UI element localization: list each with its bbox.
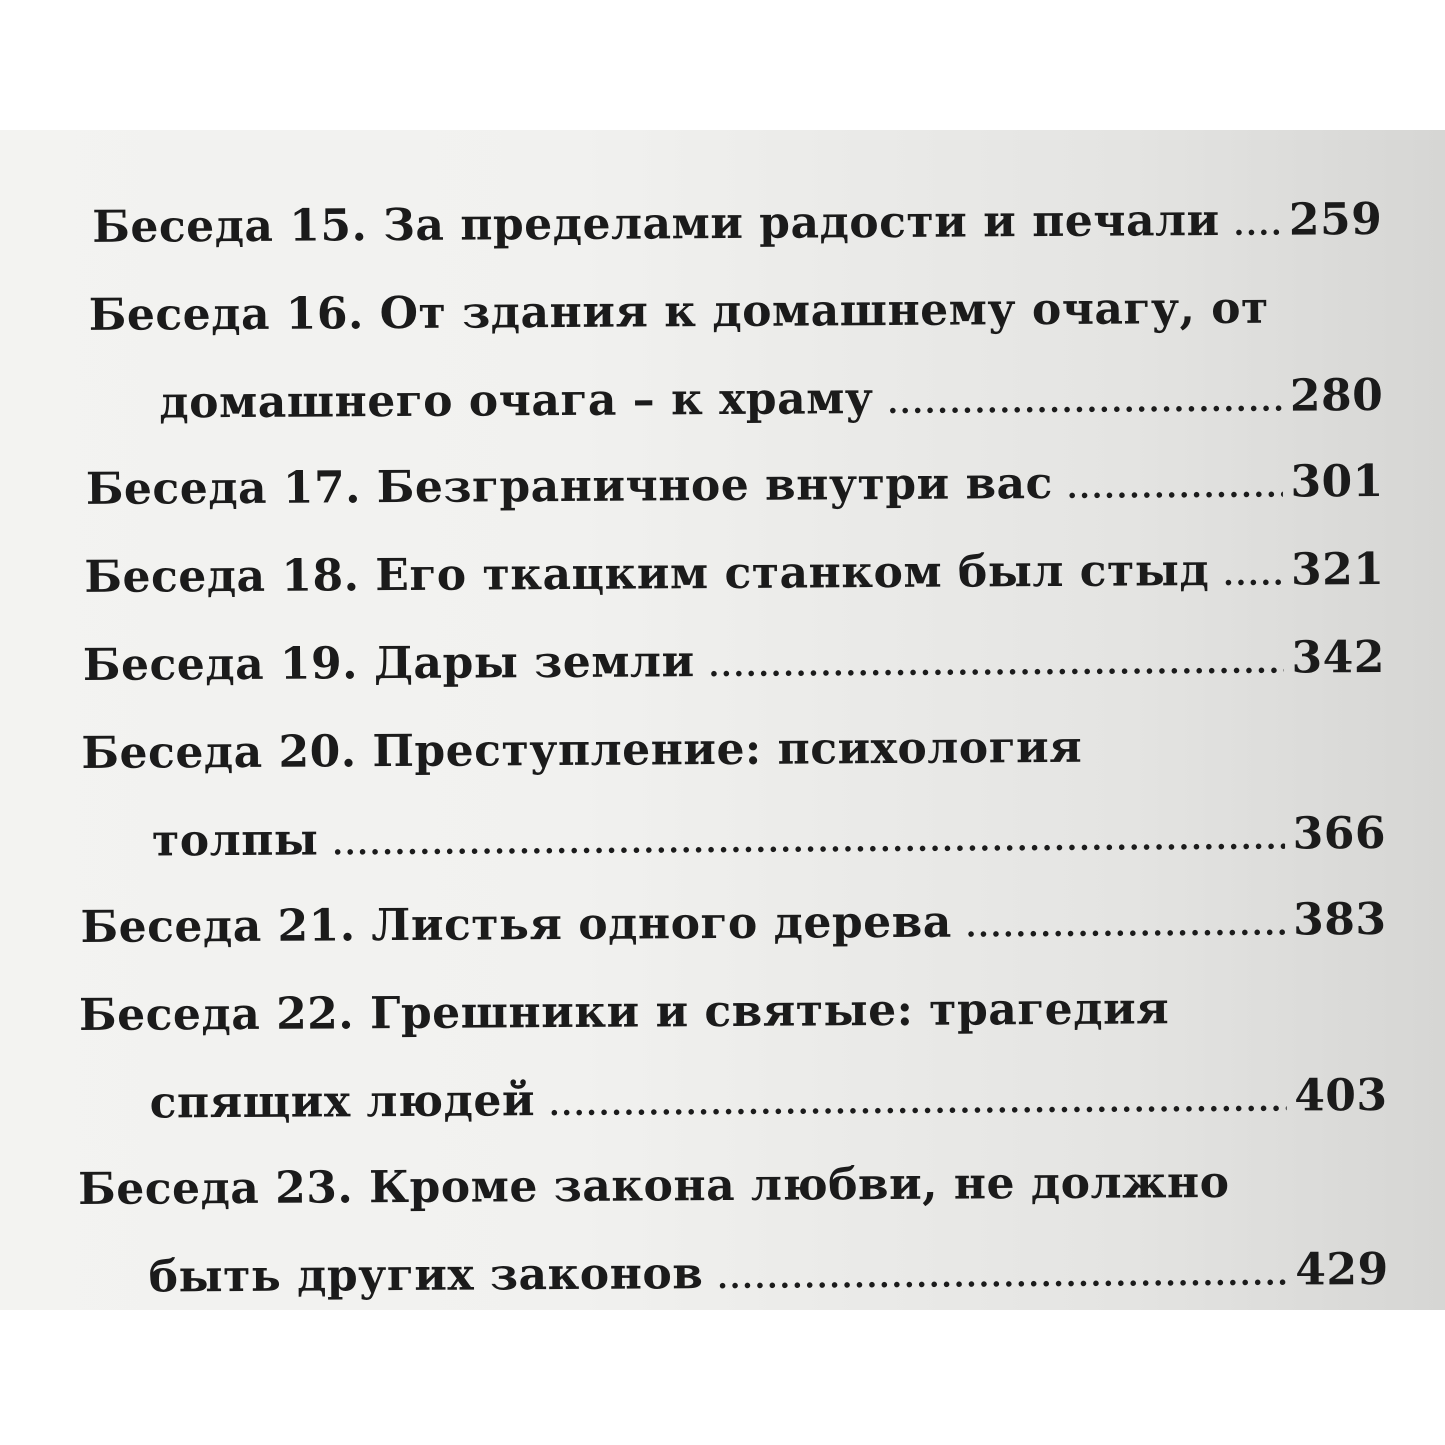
entry-label: Беседа 17.: [85, 462, 362, 515]
leader-dots: [708, 621, 1283, 711]
leader-dots: [332, 797, 1285, 889]
page-number: 259: [1288, 193, 1383, 246]
entry-label: Беседа 15.: [92, 200, 368, 253]
leader-dots: [1223, 533, 1283, 619]
entry-title: Грешники и святые: трагедия: [369, 983, 1170, 1040]
entry-title: Дары земли: [373, 636, 695, 690]
entry-label: Беседа 23.: [77, 1162, 354, 1215]
entry-title: Листья одного дерева: [371, 896, 952, 952]
leader-dots: [717, 1233, 1287, 1322]
entry-title-continued: домашнего очага – к храму: [159, 373, 874, 429]
page-number: 366: [1292, 807, 1387, 860]
page-number: 301: [1290, 455, 1384, 508]
toc-entry-16: [89, 265, 1384, 447]
page-number: 429: [1295, 1243, 1389, 1296]
page-number: 280: [1289, 369, 1384, 422]
table-of-contents: [72, 177, 1389, 1321]
leader-dots: [1067, 445, 1283, 532]
page-number: 342: [1291, 631, 1386, 684]
leader-dots: [549, 1059, 1287, 1150]
entry-label: Беседа 18.: [84, 550, 360, 603]
page-number: 321: [1290, 543, 1385, 596]
toc-entry-23: [78, 1139, 1389, 1321]
entry-label: Беседа 16.: [88, 288, 365, 341]
entry-label: Беседа 22.: [78, 988, 355, 1041]
entry-title: Кроме закона любви, не должно: [368, 1156, 1230, 1214]
leader-dots: [1233, 183, 1281, 269]
toc-entry-17: [86, 439, 1385, 535]
entry-label: Беседа 21.: [80, 900, 356, 953]
entry-title-continued: спящих людей: [149, 1075, 536, 1129]
entry-title-continued: толпы: [151, 814, 319, 867]
page-number: 383: [1292, 893, 1387, 946]
entry-label: Беседа 19.: [82, 638, 359, 691]
entry-title: За пределами радости и печали: [383, 194, 1220, 252]
toc-entry-15: [92, 177, 1383, 273]
entry-title-continued: быть других законов: [148, 1248, 704, 1303]
entry-title: Преступление: психология: [372, 721, 1083, 778]
page-number: 403: [1294, 1069, 1388, 1122]
toc-entry-21: [80, 877, 1387, 973]
entry-title: От здания к домашнему очагу, от: [379, 282, 1269, 340]
entry-title: Безграничное внутри вас: [376, 458, 1054, 514]
toc-entry-20: [81, 703, 1386, 885]
leader-dots: [966, 883, 1286, 971]
leader-dots: [887, 359, 1282, 447]
toc-entry-19: [83, 615, 1386, 711]
entry-title: Его ткацким станком был стыд: [375, 545, 1210, 602]
entry-label: Беседа 20.: [81, 726, 357, 779]
toc-entry-18: [84, 527, 1385, 623]
toc-entry-22: [79, 965, 1388, 1147]
